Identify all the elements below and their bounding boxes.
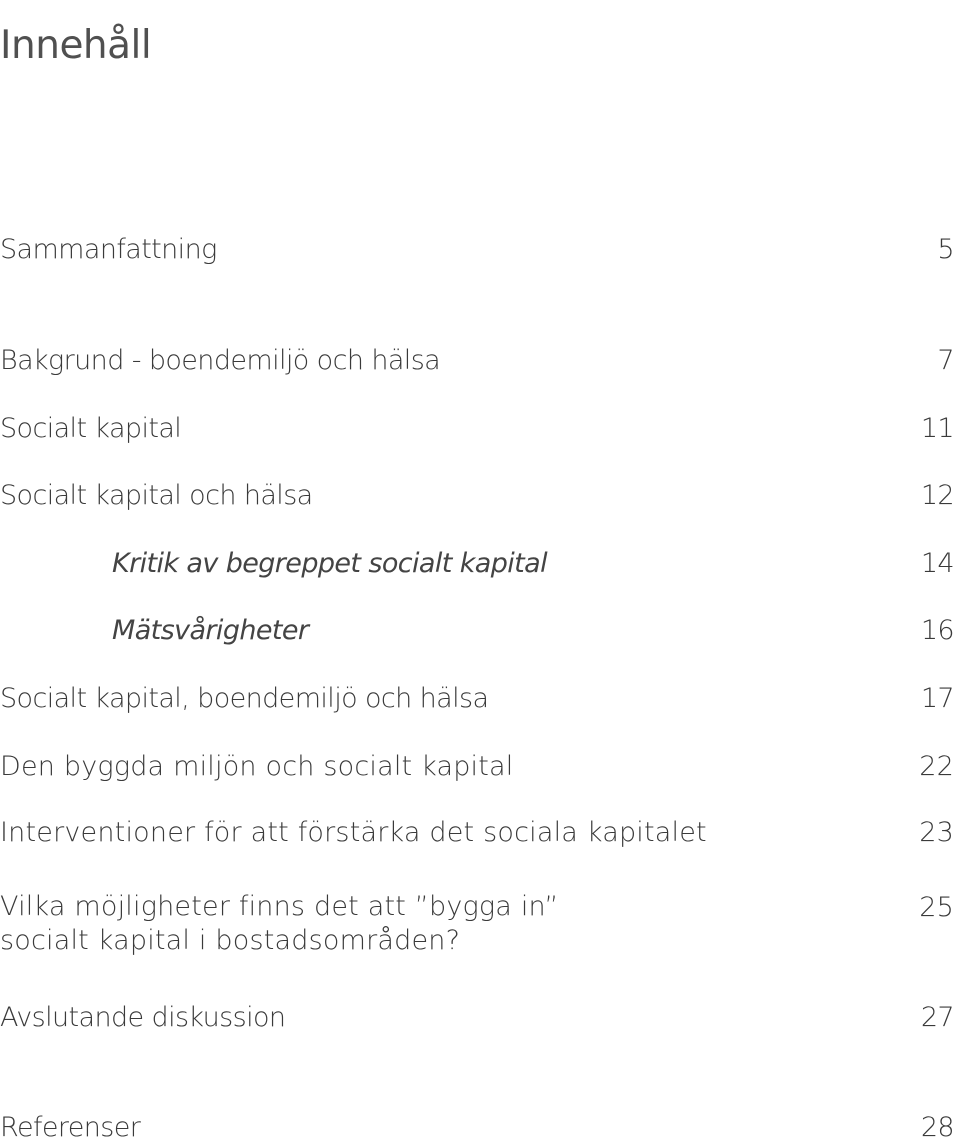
toc-entry-title: Socialt kapital och hälsa bbox=[0, 480, 313, 511]
toc-entry-page: 5 bbox=[937, 234, 954, 265]
toc-entry-title: Mätsvårigheter bbox=[112, 615, 309, 646]
toc-entry-vilka-mojligheter[interactable] bbox=[0, 890, 958, 958]
toc-entry-page: 22 bbox=[919, 751, 954, 782]
toc-entry-title: Sammanfattning bbox=[0, 234, 217, 265]
toc-entry-title: Interventioner för att förstärka det sociala kapitalet bbox=[0, 817, 707, 848]
toc-entry-title: Bakgrund - boendemiljö och hälsa bbox=[0, 345, 441, 376]
toc-entry-title: Socialt kapital, boendemiljö och hälsa bbox=[0, 683, 489, 714]
toc-entry-sammanfattning[interactable] bbox=[0, 232, 958, 268]
page-title: Innehåll bbox=[0, 23, 152, 69]
toc-entry-title: Den byggda miljön och socialt kapital bbox=[0, 751, 514, 782]
toc-subentry-kritik[interactable] bbox=[0, 546, 958, 582]
toc-subentry-matsvarigheter[interactable] bbox=[0, 613, 958, 649]
toc-entry-boendemiljo-och-halsa[interactable] bbox=[0, 681, 958, 717]
toc-entry-page: 16 bbox=[920, 615, 954, 646]
toc-entry-page: 14 bbox=[920, 548, 954, 579]
toc-entry-title: Avslutande diskussion bbox=[0, 1002, 286, 1033]
toc-entry-bakgrund[interactable] bbox=[0, 343, 958, 379]
toc-entry-title: Referenser bbox=[0, 1112, 141, 1143]
toc-entry-title: Vilka möjligheter finns det att ”bygga in” socialt kapital i bostadsområden? bbox=[0, 891, 559, 956]
toc-entry-byggda-miljon[interactable] bbox=[0, 749, 958, 785]
toc-entry-page: 17 bbox=[920, 683, 954, 714]
toc-entry-page: 12 bbox=[920, 480, 954, 511]
toc-entry-page: 23 bbox=[919, 817, 954, 848]
toc-entry-title: Kritik av begreppet socialt kapital bbox=[112, 548, 547, 579]
toc-entry-page: 11 bbox=[920, 413, 954, 444]
toc-entry-page: 28 bbox=[920, 1112, 954, 1143]
toc-entry-referenser[interactable] bbox=[0, 1110, 958, 1146]
toc-entry-socialt-kapital[interactable] bbox=[0, 411, 958, 447]
toc-entry-socialt-kapital-och-halsa[interactable] bbox=[0, 478, 958, 514]
toc-entry-interventioner[interactable] bbox=[0, 815, 958, 851]
toc-entry-page: 25 bbox=[919, 892, 954, 923]
toc-entry-page: 27 bbox=[920, 1002, 954, 1033]
toc-entry-avslutande-diskussion[interactable] bbox=[0, 1000, 958, 1036]
toc-entry-title: Socialt kapital bbox=[0, 413, 182, 444]
toc-entry-page: 7 bbox=[937, 345, 954, 376]
